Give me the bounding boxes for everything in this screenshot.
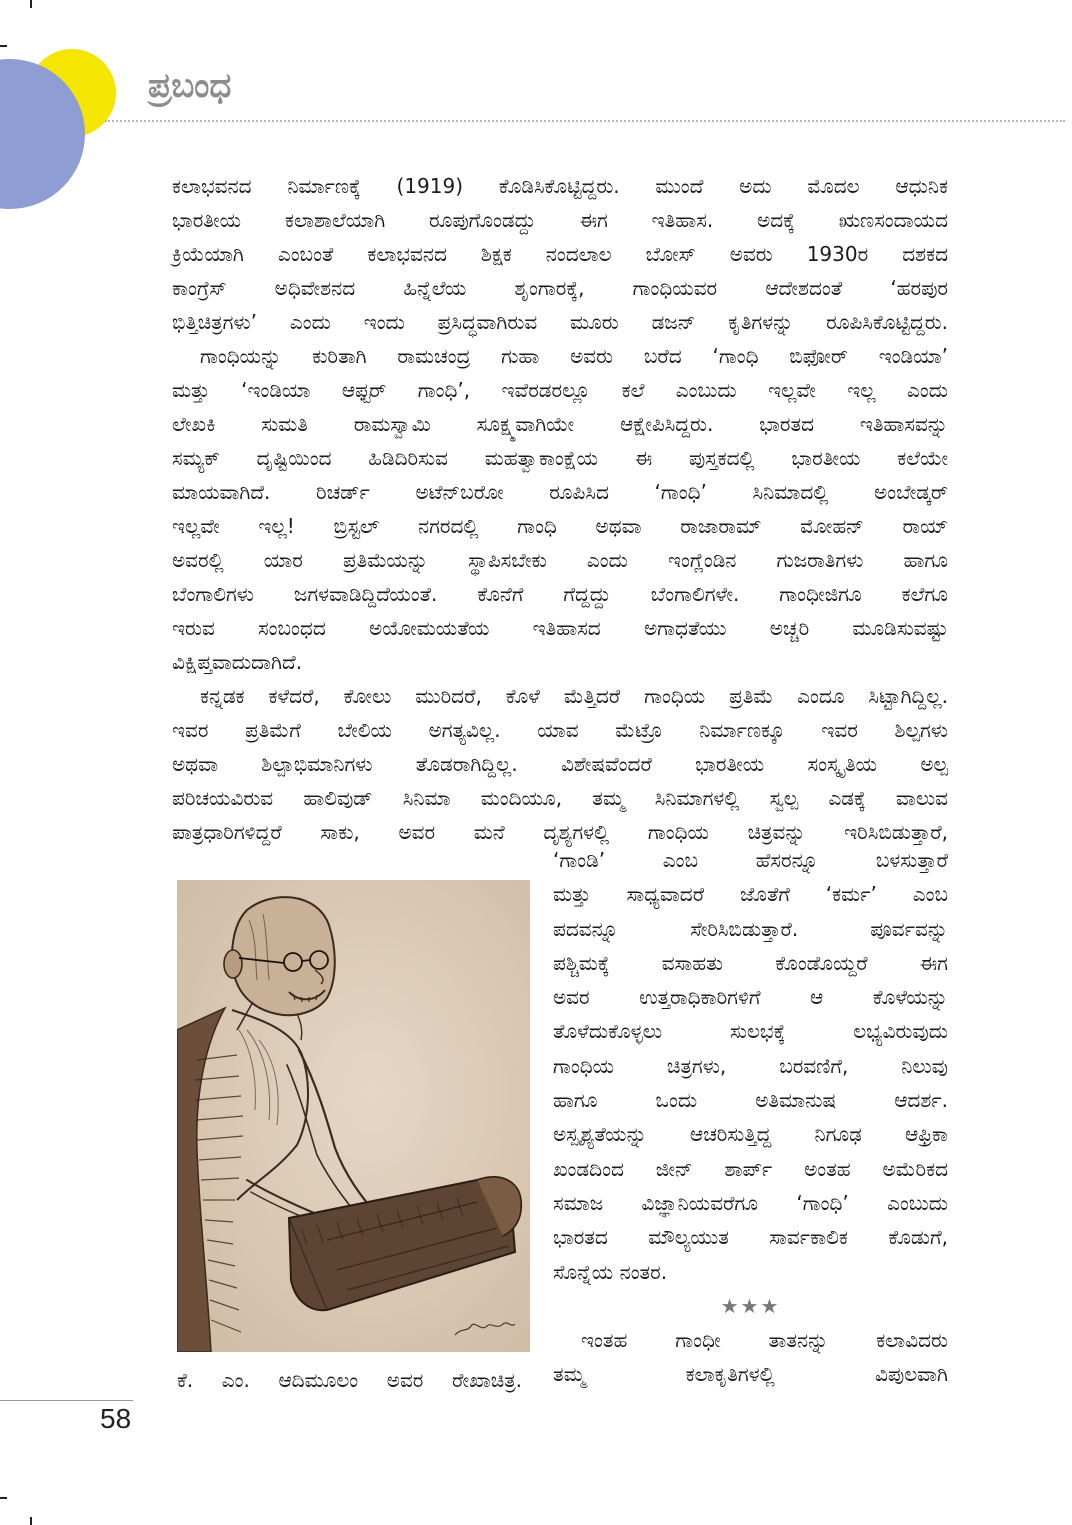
- paragraph-4: [553, 1323, 948, 1392]
- article-main-column: [172, 169, 948, 849]
- text-line: ತಮ್ಮ ಕಲಾಕೃತಿಗಳಲ್ಲಿ ವಿಪುಲವಾಗಿ: [553, 1362, 948, 1387]
- text-line: ಗಾಂಧಿಯ ಚಿತ್ರಗಳು, ಬರವಣಿಗೆ, ನಿಲುವು: [553, 1053, 948, 1078]
- text-line: ಸಮ್ಯಕ್ ದೃಷ್ಟಿಯಿಂದ ಹಿಡಿದಿರಿಸುವ ಮಹತ್ವಾಕಾಂಕ್ಷೆಯ ಈ ಪುಸ್ತಕದಲ್ಲಿ ಭಾರತೀಯ ಕಲೆಯೇ: [172, 446, 948, 470]
- article-right-column: [553, 843, 948, 1392]
- section-separator-stars: ★★★: [720, 1293, 781, 1318]
- text-line: ಲೇಖಕಿ ಸುಮತಿ ರಾಮಸ್ವಾಮಿ ಸೂಕ್ಷ್ಮವಾಗಿಯೇ ಆಕ್ಷೇಪಿಸಿದ್ದರು. ಭಾರತದ ಇತಿಹಾಸವನ್ನು: [172, 412, 948, 436]
- page-number: 58: [100, 1403, 132, 1434]
- figure-caption: ಕೆ. ಎಂ. ಆದಿಮೂಲಂ ಅವರ ರೇಖಾಚಿತ್ರ.: [177, 1368, 522, 1392]
- text-line: ಪರಿಚಯವಿರುವ ಹಾಲಿವುಡ್ ಸಿನಿಮಾ ಮಂದಿಯೂ, ತಮ್ಮ ಸಿನಿಮಾಗಳಲ್ಲಿ ಸ್ವಲ್ಪ ಎಡಕ್ಕೆ ವಾಲುವ: [172, 786, 948, 810]
- paragraph-2: [172, 339, 948, 679]
- crop-mark-bottom-left: [30, 1517, 32, 1525]
- text-line: ಪಶ್ಚಿಮಕ್ಕೆ ವಸಾಹತು ಕೊಂಡೊಯ್ದರೆ ಈಗ: [553, 950, 948, 975]
- text-line: ಭಾರತದ ಮೌಲ್ಯಯುತ ಸಾರ್ವಕಾಲಿಕ ಕೊಡುಗೆ,: [553, 1225, 948, 1250]
- text-line: ಭಾರತೀಯ ಕಲಾಶಾಲೆಯಾಗಿ ರೂಪುಗೊಂಡದ್ದು ಈಗ ಇತಿಹಾಸ. ಅದಕ್ಕೆ ಋಣಸಂದಾಯದ: [172, 208, 948, 232]
- text-line: ಇಲ್ಲವೇ ಇಲ್ಲ! ಬ್ರಿಸ್ಟಲ್ ನಗರದಲ್ಲಿ ಗಾಂಧಿ ಅಥವಾ ರಾಜಾರಾಮ್ ಮೋಹನ್ ರಾಯ್: [172, 514, 948, 538]
- header-dotted-rule: [105, 120, 1065, 122]
- text-line: ಕ್ರಿಯೆಯಾಗಿ ಎಂಬಂತೆ ಕಲಾಭವನದ ಶಿಕ್ಷಕ ನಂದಲಾಲ ಬೋಸ್ ಅವರು 1930ರ ದಶಕದ: [172, 242, 948, 266]
- text-line: ಬೆಂಗಾಲಿಗಳು ಜಗಳವಾಡಿದ್ದಿದೆಯಂತೆ. ಕೊನೆಗೆ ಗೆದ್ದದ್ದು ಬೆಂಗಾಲಿಗಳೇ. ಗಾಂಧೀಜಿಗೂ ಕಲೆಗೂ: [172, 582, 948, 606]
- text-line: ಕಾಂಗ್ರೆಸ್ ಅಧಿವೇಶನದ ಹಿನ್ನೆಲೆಯ ಶೃಂಗಾರಕ್ಕೆ, ಗಾಂಧಿಯವರ ಆದೇಶದಂತೆ ‘ಹರಪುರ: [172, 276, 948, 300]
- text-line: ‘ಗಾಂಡಿ’ ಎಂಬ ಹೆಸರನ್ನೂ ಬಳಸುತ್ತಾರೆ: [553, 848, 948, 872]
- text-line: ಮತ್ತು ಸಾಧ್ಯವಾದರೆ ಜೊತೆಗೆ ‘ಕರ್ಮ’ ಎಂಬ: [553, 882, 948, 907]
- text-line: ಇವರ ಪ್ರತಿಮೆಗೆ ಬೇಲಿಯ ಅಗತ್ಯವಿಲ್ಲ. ಯಾವ ಮೆಟ್ರೊ ನಿರ್ಮಾಣಕ್ಕೂ ಇವರ ಶಿಲ್ಪಗಳು: [172, 718, 948, 742]
- text-line: ಸಮಾಜ ವಿಜ್ಞಾನಿಯವರೆಗೂ ‘ಗಾಂಧಿ’ ಎಂಬುದು: [553, 1190, 948, 1215]
- text-line: ತೊಳೆದುಕೊಳ್ಳಲು ಸುಲಭಕ್ಕೆ ಲಭ್ಯವಿರುವುದು: [553, 1019, 948, 1044]
- text-line: ಅಥವಾ ಶಿಲ್ಪಾಭಿಮಾನಿಗಳು ತೊಡರಾಗಿದ್ದಿಲ್ಲ. ವಿಶೇಷವೆಂದರೆ ಭಾರತೀಯ ಸಂಸ್ಕೃತಿಯ ಅಲ್ಪ: [172, 752, 948, 776]
- paragraph-1: [172, 169, 948, 339]
- text-line: ಇರುವ ಸಂಬಂಧದ ಅಯೋಮಯತೆಯ ಇತಿಹಾಸದ ಅಗಾಧತೆಯು ಅಚ್ಚರಿ ಮೂಡಿಸುವಷ್ಟು: [172, 616, 948, 640]
- crop-mark-left-bottom: [0, 1497, 7, 1499]
- text-line: ಮತ್ತು ‘ಇಂಡಿಯಾ ಆಫ್ಟರ್ ಗಾಂಧಿ’, ಇವೆರಡರಲ್ಲೂ ಕಲೆ ಎಂಬುದು ಇಲ್ಲವೇ ಇಲ್ಲ ಎಂದು: [172, 378, 948, 402]
- text-line: ಅವರ ಉತ್ತರಾಧಿಕಾರಿಗಳಿಗೆ ಆ ಕೊಳೆಯನ್ನು: [553, 985, 948, 1010]
- text-line: ವಿಕ್ಷಿಪ್ತವಾದುದಾಗಿದೆ.: [172, 650, 303, 674]
- text-line: ಅವರಲ್ಲಿ ಯಾರ ಪ್ರತಿಮೆಯನ್ನು ಸ್ಥಾಪಿಸಬೇಕು ಎಂದು ಇಂಗ್ಲೆಂಡಿನ ಗುಜರಾತಿಗಳು ಹಾಗೂ: [172, 548, 948, 572]
- sketch-illustration: [177, 880, 530, 1352]
- text-line: ಮಾಯವಾಗಿದೆ. ರಿಚರ್ಡ್ ಅಟೆನ್‌ಬರೋ ರೂಪಿಸಿದ ‘ಗಾಂಧಿ’ ಸಿನಿಮಾದಲ್ಲಿ ಅಂಬೇಡ್ಕರ್: [172, 480, 948, 504]
- section-title: ಪ್ರಬಂಧ: [148, 66, 232, 106]
- crop-mark-left-top: [0, 45, 7, 47]
- text-line: ಪಾತ್ರಧಾರಿಗಳಿದ್ದರೆ ಸಾಕು, ಅವರ ಮನೆ ದೃಶ್ಯಗಳಲ್ಲಿ ಗಾಂಧಿಯ ಚಿತ್ರವನ್ನು ಇರಿಸಿಬಿಡುತ್ತಾರೆ,: [172, 820, 948, 844]
- text-line: ಪದವನ್ನೂ ಸೇರಿಸಿಬಿಡುತ್ತಾರೆ. ಪೂರ್ವವನ್ನು: [553, 916, 948, 941]
- text-line: ಭಿತ್ತಿಚಿತ್ರಗಳು’ ಎಂದು ಇಂದು ಪ್ರಸಿದ್ಧವಾಗಿರುವ ಮೂರು ಡಜನ್ ಕೃತಿಗಳನ್ನು ರೂಪಿಸಿಕೊಟ್ಟಿದ್ದರು.: [172, 310, 948, 334]
- text-line: ಕನ್ನಡಕ ಕಳೆದರೆ, ಕೋಲು ಮುರಿದರೆ, ಕೊಳೆ ಮೆತ್ತಿದರೆ ಗಾಂಧಿಯ ಪ್ರತಿಮೆ ಎಂದೂ ಸಿಟ್ಟಾಗಿದ್ದಿಲ್ಲ.: [200, 684, 948, 708]
- footer-rule: [0, 1400, 133, 1401]
- text-line: ಗಾಂಧಿಯನ್ನು ಕುರಿತಾಗಿ ರಾಮಚಂದ್ರ ಗುಹಾ ಅವರು ಬರೆದ ‘ಗಾಂಧಿ ಬಿಫೋರ್ ಇಂಡಿಯಾ’: [200, 344, 948, 368]
- paragraph-3: [172, 679, 948, 849]
- text-line: ಸೊನ್ನೆಯ ನಂತರ.: [553, 1259, 668, 1284]
- gandhi-sketch: [177, 880, 530, 1352]
- crop-mark-top-left: [30, 0, 32, 8]
- text-line: ಹಾಗೂ ಒಂದು ಅತಿಮಾನುಷ ಆದರ್ಶ.: [553, 1088, 948, 1113]
- text-line: ಇಂತಹ ಗಾಂಧೀ ತಾತನನ್ನು ಕಲಾವಿದರು: [581, 1328, 948, 1353]
- text-line: ಖಂಡದಿಂದ ಜೀನ್ ಶಾರ್ಪ್ ಅಂತಹ ಅಮೆರಿಕದ: [553, 1156, 948, 1181]
- paragraph-3-continued: [553, 843, 948, 1289]
- text-line: ಕಲಾಭವನದ ನಿರ್ಮಾಣಕ್ಕೆ (1919) ಕೊಡಿಸಿಕೊಟ್ಟಿದ್ದರು. ಮುಂದೆ ಅದು ಮೊದಲ ಆಧುನಿಕ: [172, 174, 948, 198]
- text-line: ಅಸ್ಪೃಶ್ಯತೆಯನ್ನು ಆಚರಿಸುತ್ತಿದ್ದ ನಿಗೂಢ ಆಫ್ರಿಕಾ: [553, 1122, 948, 1147]
